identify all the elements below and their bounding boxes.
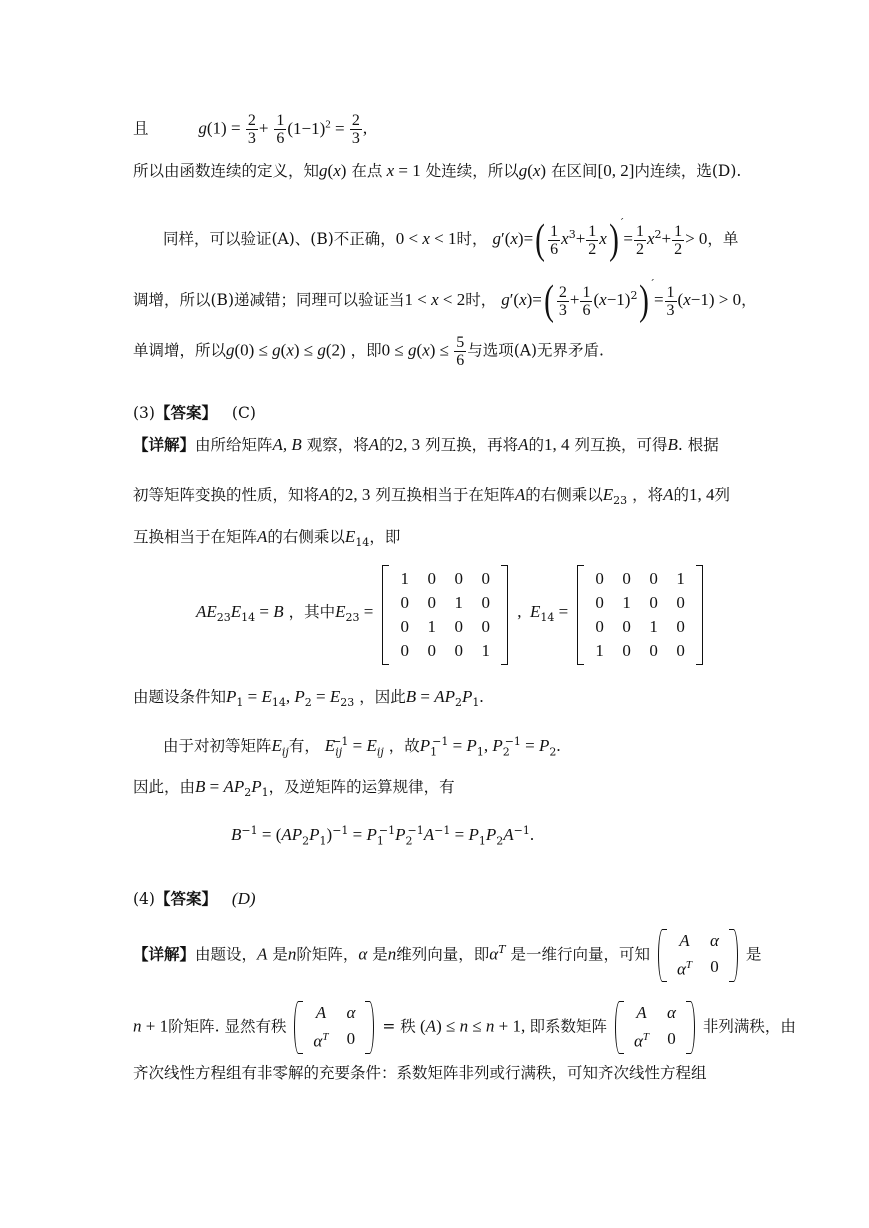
fraction: $\frac{2}{3}$ xyxy=(247,112,256,147)
matrix-e23: 1 0 0 0 0 0 1 0 0 1 0 0 0 0 0 1 xyxy=(382,565,508,665)
block-matrix: A α $\alpha^T$ 0 xyxy=(615,1001,695,1054)
detail-3-line-3: 互换相当于在矩阵A的右侧乘以$E_{14}$，即 xyxy=(133,527,401,550)
detail-3-line-5: 由题设条件知$P_1 = E_{14}$, $P_2 = E_{23}$ ，因此$B = AP_2P_1$. xyxy=(133,687,484,710)
text-line-continuity: 所以由函数连续的定义，知g(x) 在点 x = 1 处连续，所以g(x) 在区间[0, 2]内连续，选(D). xyxy=(133,161,742,180)
detail-3-line-6: 由于对初等矩阵$E_{ij}$有， $E_{ij}^{-1} = E_{ij}$ ，故$P_1^{-1} = P_1$, $P_2^{-1} = P_2$. xyxy=(163,735,561,759)
text-line-verify-a: 同样，可以验证(A)、(B)不正确，0 < x < 1时， g′(x)=( $\frac{1}{6}$ $x^3+$ $\frac{1}{2}$ x) ′= $\frac{1}{2}$ $x^2+$ $\frac{1}{2}$ > 0，单 xyxy=(163,216,739,263)
detail-4-line-3: 齐次线性方程组有非零解的充要条件：系数矩阵非列或行满秩，可知齐次线性方程组 xyxy=(133,1064,707,1082)
inverse-equation: $B^{-1} = (AP_2P_1)^{-1} = P_1^{-1}P_2^{-1}A^{-1} = P_1P_2A^{-1}$. xyxy=(231,824,535,848)
block-matrix: A α $\alpha^T$ 0 xyxy=(294,1001,374,1054)
text-line-g1: 且 g(1) = $\frac{2}{3}$ + $\frac{1}{6}$ $(1-1)^2$ = $\frac{2}{3}$ , xyxy=(133,112,368,147)
answer-4: (4)【答案】 (D) xyxy=(133,889,256,908)
matrix-equation: $AE_{23}E_{14} = B$ ，其中$E_{23}$ = 1 0 0 0 0 0 1 0 0 1 0 0 0 0 0 1 , $E_{14}$ = 0 0 0 1 0 1 0 0 0 0 1 0 1 0 0 0 xyxy=(196,565,816,669)
answer-3: (3)【答案】 (C) xyxy=(133,403,256,422)
detail-3-line-1: 【详解】由所给矩阵A, B 观察，将A的2, 3 列互换，再将A的1, 4 列互换，可得B. 根据 xyxy=(133,435,719,454)
text-line-verify-b: 调增，所以(B)递减错；同理可以验证当1 < x < 2时， g′(x)=( $\frac{2}{3}$ + $\frac{1}{6}$ $(x-1)^2$) ′= $\frac{1}{3}$ (x−1) > 0， xyxy=(133,277,757,324)
text-line-bounded: 单调增，所以g(0) ≤ g(x) ≤ g(2) ，即0 ≤ g(x) ≤ $\frac{5}{6}$ 与选项(A)无界矛盾. xyxy=(133,334,604,369)
fraction: $\frac{2}{3}$ xyxy=(351,112,360,147)
matrix-e14: 0 0 0 1 0 1 0 0 0 0 1 0 1 0 0 0 xyxy=(577,565,703,665)
detail-4-line-1: 【详解】由题设，A 是n阶矩阵，α 是n维列向量，即$\alpha^T$ 是一维行向量，可知 A α $\alpha^T$ 0 是 xyxy=(133,929,753,979)
lead-text: 且 xyxy=(133,119,149,138)
detail-3-line-7: 因此，由$B = AP_2P_1$，及逆矩阵的运算规律，有 xyxy=(133,777,455,800)
block-matrix: A α $\alpha^T$ 0 xyxy=(658,929,738,982)
detail-4-line-2: n + 1阶矩阵. 显然有秩 A α $\alpha^T$ 0 = 秩 (A) ≤ n ≤ n + 1, 即系数矩阵 A α $\alpha^T$ 0 非列满秩，由 xyxy=(133,1001,753,1051)
fraction: $\frac{1}{6}$ xyxy=(276,112,285,147)
detail-3-line-2: 初等矩阵变换的性质，知将A的2, 3 列互换相当于在矩阵A的右侧乘以$E_{23}$ ，将A的1, 4列 xyxy=(133,485,731,508)
